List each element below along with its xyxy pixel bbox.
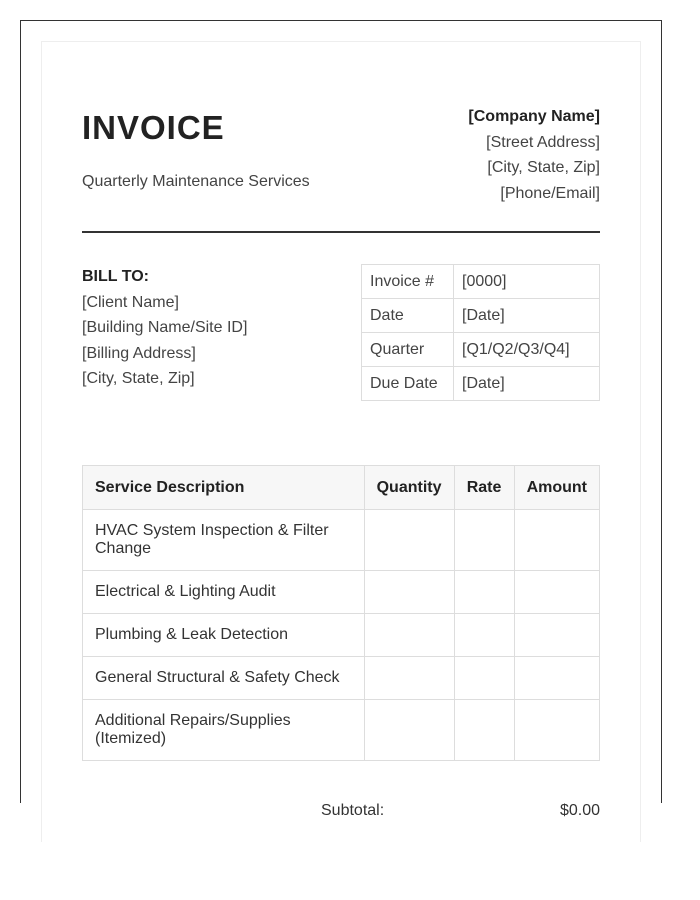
table-row — [83, 657, 600, 700]
meta-value: [0000] — [454, 265, 600, 299]
meta-label: Invoice # — [362, 265, 454, 299]
service-description: Plumbing & Leak Detection — [83, 614, 365, 657]
service-description: Additional Repairs/Supplies (Itemized) — [83, 700, 365, 761]
header-divider — [82, 231, 600, 233]
bill-to-section — [82, 264, 247, 392]
rate-cell — [454, 614, 514, 657]
building-name: [Building Name/Site ID] — [82, 319, 248, 336]
client-name: [Client Name] — [82, 293, 179, 311]
subtotal-value: $0.00 — [559, 802, 600, 819]
service-description: HVAC System Inspection & Filter Change — [83, 510, 365, 571]
rate-cell — [454, 510, 514, 571]
table-row — [83, 700, 600, 761]
meta-row-invoice-number — [362, 265, 600, 299]
service-description: Electrical & Lighting Audit — [83, 571, 365, 614]
line-items-table — [82, 465, 600, 761]
invoice-meta-table — [361, 264, 600, 401]
company-city: [City, State, Zip] — [487, 159, 600, 176]
invoice-subtitle: Quarterly Maintenance Services — [82, 173, 310, 190]
rate-cell — [454, 700, 514, 761]
meta-value: [Date] — [454, 299, 600, 333]
meta-label: Due Date — [362, 367, 454, 401]
company-info — [468, 104, 600, 206]
meta-row-date — [362, 299, 600, 333]
company-street: [Street Address] — [486, 133, 600, 151]
quantity-cell — [364, 614, 454, 657]
table-header-row — [83, 466, 600, 510]
invoice-title: INVOICE — [82, 109, 225, 146]
company-contact: [Phone/Email] — [500, 184, 600, 202]
meta-value: [Q1/Q2/Q3/Q4] — [454, 333, 600, 367]
quantity-cell — [364, 700, 454, 761]
meta-row-quarter — [362, 333, 600, 367]
column-header-amount: Amount — [514, 466, 599, 510]
meta-label: Date — [362, 299, 454, 333]
amount-cell — [514, 571, 599, 614]
meta-value: [Date] — [454, 367, 600, 401]
quantity-cell — [364, 571, 454, 614]
table-row — [83, 614, 600, 657]
rate-cell — [454, 571, 514, 614]
column-header-description: Service Description — [83, 466, 365, 510]
meta-row-due-date — [362, 367, 600, 401]
billing-address: [Billing Address] — [82, 344, 196, 362]
document-frame — [20, 20, 662, 819]
table-row — [83, 571, 600, 614]
amount-cell — [514, 700, 599, 761]
quantity-cell — [364, 657, 454, 700]
service-description: General Structural & Safety Check — [83, 657, 365, 700]
column-header-rate: Rate — [454, 466, 514, 510]
rate-cell — [454, 657, 514, 700]
bill-to-heading: BILL TO: — [82, 268, 149, 285]
amount-cell — [514, 614, 599, 657]
table-row — [83, 510, 600, 571]
column-header-quantity: Quantity — [364, 466, 454, 510]
meta-label: Quarter — [362, 333, 454, 367]
company-name: [Company Name] — [468, 108, 600, 125]
invoice-page — [41, 41, 641, 842]
subtotal-label: Subtotal: — [321, 802, 385, 819]
quantity-cell — [364, 510, 454, 571]
amount-cell — [514, 657, 599, 700]
client-city: [City, State, Zip] — [82, 370, 195, 387]
amount-cell — [514, 510, 599, 571]
